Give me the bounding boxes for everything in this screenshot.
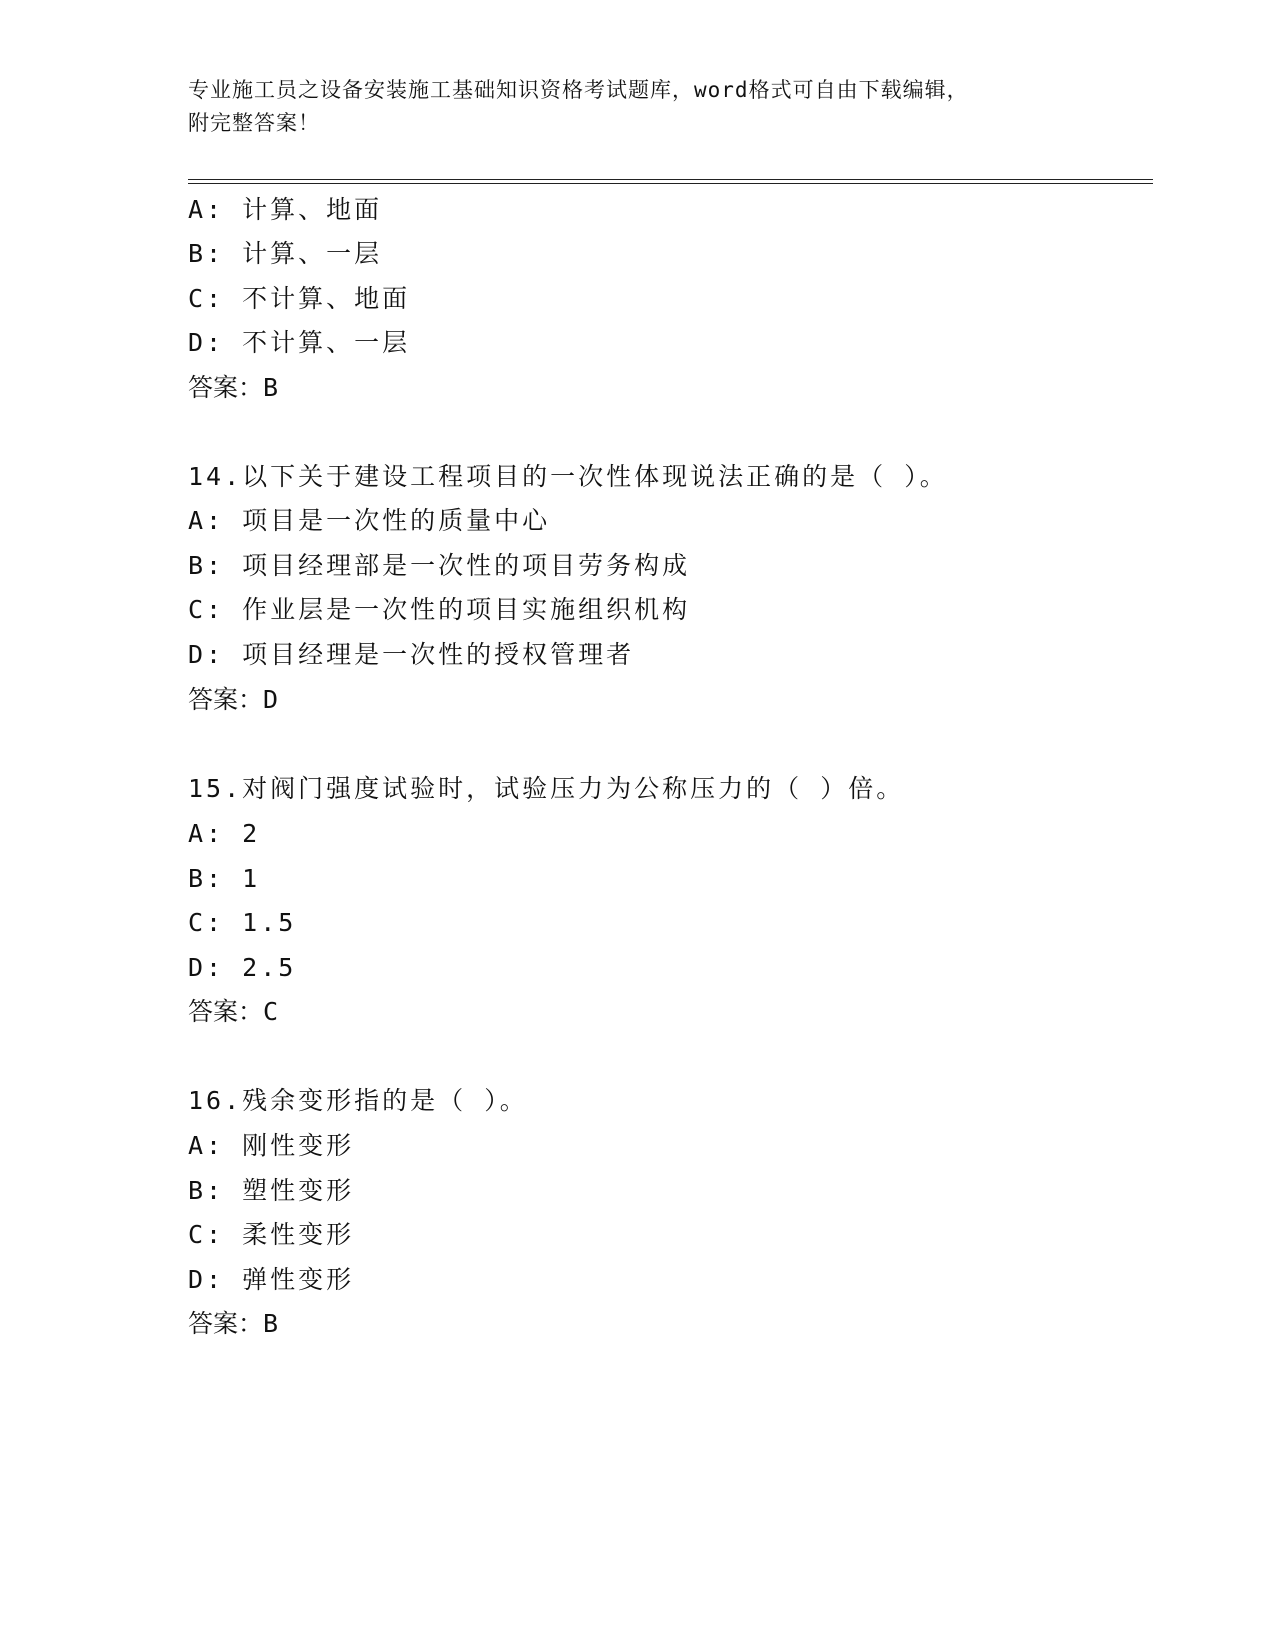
option-c: C: 不计算、地面 <box>188 284 411 313</box>
option-b: B: 1 <box>188 864 261 893</box>
document-header <box>188 74 1088 140</box>
option-d: D: 弹性变形 <box>188 1265 355 1294</box>
option-c: C: 1.5 <box>188 908 297 937</box>
option-b: B: 塑性变形 <box>188 1176 355 1205</box>
answer-label: 答案： <box>188 997 264 1026</box>
option-d: D: 不计算、一层 <box>188 328 411 357</box>
header-line-1: 专业施工员之设备安装施工基础知识资格考试题库，word格式可自由下载编辑， <box>188 78 969 102</box>
header-divider-top <box>188 179 1153 180</box>
option-b: B: 计算、一层 <box>188 239 383 268</box>
option-c: C: 柔性变形 <box>188 1220 355 1249</box>
answer-line <box>188 992 278 1032</box>
answer-value: C <box>263 997 279 1026</box>
question-stem: 16.残余变形指的是（ ）。 <box>188 1086 528 1115</box>
option-b: B: 项目经理部是一次性的项目劳务构成 <box>188 551 691 580</box>
option-d: D: 项目经理是一次性的授权管理者 <box>188 640 635 669</box>
option-a: A: 项目是一次性的质量中心 <box>188 506 551 535</box>
option-a: A: 2 <box>188 819 261 848</box>
answer-label: 答案： <box>188 685 264 714</box>
answer-value: B <box>263 1309 279 1338</box>
header-line-2: 附完整答案！ <box>188 111 320 135</box>
option-a: A: 计算、地面 <box>188 195 383 224</box>
answer-label: 答案： <box>188 1309 264 1338</box>
question-stem: 15.对阀门强度试验时，试验压力为公称压力的（ ）倍。 <box>188 774 905 803</box>
answer-line <box>188 368 278 408</box>
answer-line <box>188 1304 278 1344</box>
header-divider-bottom <box>188 183 1153 184</box>
option-a: A: 刚性变形 <box>188 1131 355 1160</box>
answer-label: 答案： <box>188 373 264 402</box>
answer-value: D <box>263 685 279 714</box>
option-d: D: 2.5 <box>188 953 297 982</box>
option-c: C: 作业层是一次性的项目实施组织机构 <box>188 595 691 624</box>
question-stem: 14.以下关于建设工程项目的一次性体现说法正确的是（ ）。 <box>188 462 948 491</box>
answer-line <box>188 680 278 720</box>
answer-value: B <box>263 373 279 402</box>
